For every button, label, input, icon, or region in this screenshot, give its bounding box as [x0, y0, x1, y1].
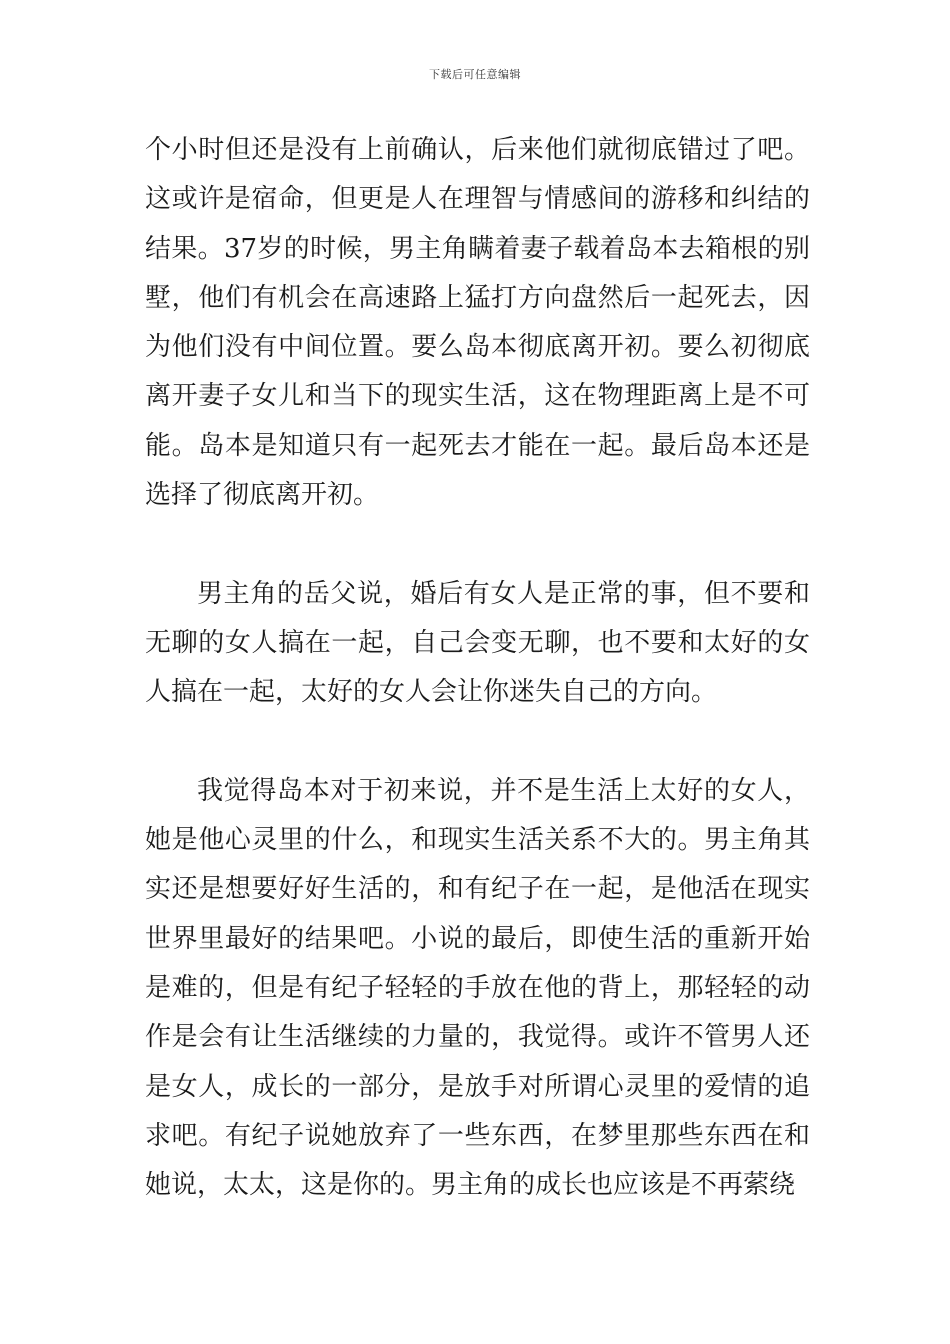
page-header: 下载后可任意编辑	[429, 68, 521, 81]
paragraph-spacer	[145, 718, 810, 767]
paragraph-1: 个小时但还是没有上前确认，后来他们就彻底错过了吧。这或许是宿命，但更是人在理智与情感间的游移和纠结的结果。37岁的时候，男主角瞒着妻子载着岛本去箱根的别墅，他们有机会在高速路上猛打方向盘然后一起死去，因为他们没有中间位置。要么岛本彻底离开初。要么初彻底离开妻子女儿和当下的现实生活，这在物理距离上是不可能。岛本是知道只有一起死去才能在一起。最后岛本还是选择了彻底离开初。	[145, 135, 810, 511]
paragraph-3: 我觉得岛本对于初来说，并不是生活上太好的女人，她是他心灵里的什么，和现实生活关系不大的。男主角其实还是想要好好生活的，和有纪子在一起，是他活在现实世界里最好的结果吧。小说的最后，即使生活的重新开始是难的，但是有纪子轻轻的手放在他的背上，那轻轻的动作是会有让生活继续的力量的，我觉得。或许不管男人还是女人，成长的一部分，是放手对所谓心灵里的爱情的追求吧。有纪子说她放弃了一些东西，在梦里那些东西在和她说，太太，这是你的。男主角的成长也应该是不再萦绕	[145, 775, 810, 1201]
paragraph-spacer	[145, 520, 810, 569]
paragraph-2: 男主角的岳父说，婚后有女人是正常的事，但不要和无聊的女人搞在一起，自己会变无聊，也不要和太好的女人搞在一起，太好的女人会让你迷失自己的方向。	[145, 578, 810, 708]
document-body	[145, 126, 810, 1211]
